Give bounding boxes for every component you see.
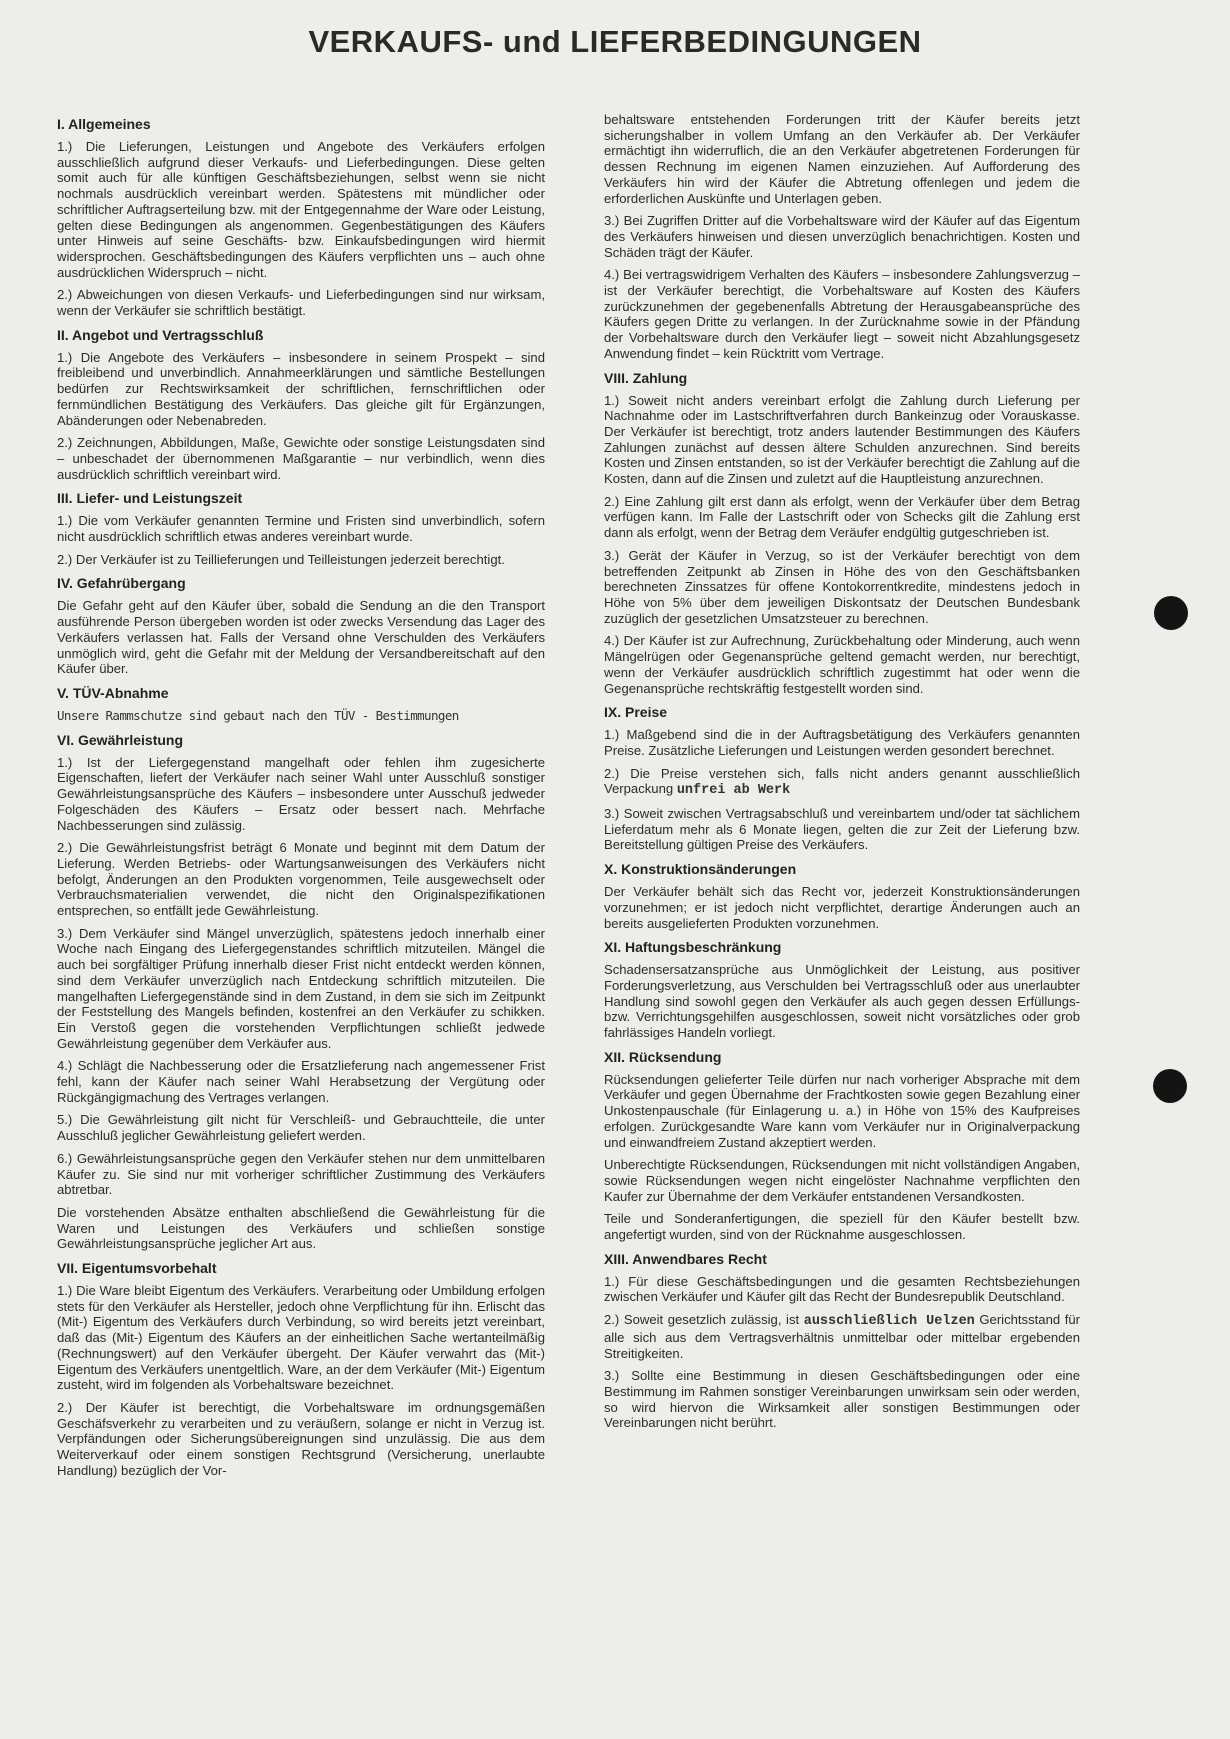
section-heading: XIII. Anwendbares Recht <box>604 1250 767 1267</box>
paragraph-text: 2.) Die Preise verstehen sich, falls nicht anders genannt ausschließlich Verpackung <box>604 765 1080 797</box>
paragraph: 5.) Die Gewährleistung gilt nicht für Verschleiß- und Gebrauchtteile, die unter Ausschluß jeglicher Gewährleistung geliefert werden. <box>57 1112 545 1144</box>
paragraph: 6.) Gewährleistungsansprüche gegen den Verkäufer stehen nur dem unmittelbaren Käufer zu. Sie sind nur mit vorheriger schriftlicher Zustimmung des Verkäufers abtretbar. <box>57 1150 545 1198</box>
section-preise <box>604 704 1080 853</box>
paragraph: 4.) Bei vertragswidrigem Verhalten des Käufers – insbesondere Zahlungsverzug – ist der Verkäufer berechtigt, die Vorbehaltsware auf Kosten des Käufers zurückzunehmen der gegebenenfalls Abtretung der Herausgabeansprüche des Käufers gegen Dritte zu verlangen. In der Zurücknahme sowie in der Pfändung der Vorbehaltsware durch den Verkäufer liegt – soweit nicht Abzahlungsgesetz Anwendung findet – kein Rücktritt vom Vertrage. <box>604 267 1080 361</box>
paragraph: 4.) Der Käufer ist zur Aufrechnung, Zurückbehaltung oder Minderung, auch wenn Mängelrügen oder Gegenansprüche geltend gemacht werden, nur berechtigt, wenn der Verkäufer ausdrücklich schriftlich zugestimmt hat oder wenn die Gegenansprüche rechtskräftig festgestellt worden sind. <box>604 633 1080 696</box>
section-heading: III. Liefer- und Leistungszeit <box>57 490 243 507</box>
section-eigentumsvorbehalt <box>57 1260 545 1478</box>
punch-hole-icon <box>1154 596 1188 630</box>
left-column <box>57 116 545 1487</box>
paragraph: 1.) Die Ware bleibt Eigentum des Verkäufers. Verarbeitung oder Umbildung erfolgen stets für den Verkäufer als Hersteller, jedoch ohne Verpflichtung für ihn. Erlischt das (Mit-) Eigentum des Verkäufers durch Verbindung, so wird bereits jetzt vereinbart, daß das (Mit-) Eigentum des Käufers an der einheitlichen Sache wertanteilmäßig (Rechnungswert) auf den Verkäufer übergeht. Der Käufer verwahrt das (Mit-) Eigentum des Verkäufers unentgeltlich. Ware, an der dem Verkäufer (Mit-) Eigentum zusteht, wird im folgenden als Vorbehaltsware bezeichnet. <box>57 1283 545 1393</box>
section-heading: VIII. Zahlung <box>604 369 688 386</box>
paragraph: 3.) Soweit zwischen Vertragsabschluß und vereinbartem und/oder tat sächlichem Lieferdatum mehr als 6 Monate liegen, gelten die zur Zeit der Lieferung bzw. Bereitstellung gültigen Preise des Verkäufers. <box>604 806 1080 853</box>
paragraph: Die vorstehenden Absätze enthalten abschließend die Gewährleistung für die Waren und Leistungen des Verkäufers und schließen sonstige Gewährleistungsansprüche jeglicher Art aus. <box>57 1204 545 1252</box>
paragraph: 1.) Maßgebend sind die in der Auftragsbetätigung des Verkäufers genannten Preise. Zusätzliche Lieferungen und Leistungen werden gesondert berechnet. <box>604 727 1080 758</box>
section-heading: IV. Gefahrübergang <box>57 575 186 592</box>
section-haftungsbeschraenkung <box>604 939 1080 1041</box>
section-heading: IX. Preise <box>604 704 668 721</box>
paragraph: Die Gefahr geht auf den Käufer über, sobald die Sendung an die den Transport ausführende Person übergeben worden ist oder zwecks Versendung das Lager des Verkäufers verlassen hat. Falls der Versand ohne Verschulden des Verkäufers unmöglich wird, geht die Gefahr mit der Meldung der Versandbereitschaft auf den Käufer über. <box>57 598 545 677</box>
section-heading: I. Allgemeines <box>57 116 151 132</box>
section-heading: II. Angebot und Vertragsschluß <box>57 326 264 343</box>
section-anwendbares-recht <box>604 1251 1080 1431</box>
section-ruecksendung <box>604 1049 1080 1243</box>
paragraph: 2.) Zeichnungen, Abbildungen, Maße, Gewichte oder sonstige Leistungsdaten sind – unbeschadet der übernommenen Maßgarantie – nur verbindlich, wenn dies ausdrücklich schriftlich vereinbart wird. <box>57 435 545 482</box>
section-heading: VI. Gewährleistung <box>57 731 184 748</box>
paragraph: 1.) Ist der Liefergegenstand mangelhaft oder fehlen ihm zugesicherte Eigenschaften, liefert der Verkäufer nach seiner Wahl unter Ausschluß sonstiger Gewährleistungsansprüche des Käufers – insbesondere unter Ausschuß jedweder Folgeschäden des Käufers – Ersatz oder bessert nach. Mehrfache Nachbesserungen sind zulässig. <box>57 754 545 833</box>
paragraph: behaltsware entstehenden Forderungen tritt der Käufer bereits jetzt sicherungshalber in vollem Umfang an den Verkäufer ab. Der Verkäufer ermächtigt ihn widerruflich, die an den Verkäufer abgetretenen Forderungen für dessen Rechnung im eigenen Namen einzuziehen. Auf Aufforderung des Verkäufers hin wird der Käufer die Abtretung offenlegen und jedem die erforderlichen Auskünfte und Unterlagen geben. <box>604 112 1080 206</box>
paragraph: 1.) Die vom Verkäufer genannten Termine und Fristen sind unverbindlich, sofern nicht ausdrücklich schriftlich etwas anderes vereinbart wurde. <box>57 513 545 545</box>
section-gewaehrleistung <box>57 732 545 1252</box>
section-angebot <box>57 327 545 483</box>
paragraph-text: Gerichtsstand für alle sich aus dem Vertragsverhältnis unmittelbar oder mittelbar ergebenden Streitigkeiten. <box>604 1312 1080 1361</box>
document-title: VERKAUFS- und LIEFERBEDINGUNGEN <box>308 24 922 59</box>
section-allgemeines <box>57 116 545 319</box>
section-gefahruebergang <box>57 575 545 677</box>
paragraph: Der Verkäufer behält sich das Recht vor, jederzeit Konstruktionsänderungen vorzunehmen; er ist jedoch nicht verpflichtet, derartige Änderungen auch an bereits ausgelieferten Produkten vorzunehmen. <box>604 884 1080 931</box>
section-heading: XII. Rücksendung <box>604 1048 722 1065</box>
paragraph: 2.) Der Verkäufer ist zu Teillieferungen und Teilleistungen jederzeit berechtigt. <box>57 551 505 567</box>
section-heading: VII. Eigentumsvorbehalt <box>57 1260 217 1277</box>
paragraph: Unberechtigte Rücksendungen, Rücksendungen mit nicht vollständigen Angaben, sowie Rücksendungen wegen nicht eingelöster Nachnahme verpflichten den Kaufer zur Übernahme der dem Verkäufer entstandenen Versandkosten. <box>604 1157 1080 1204</box>
section-tuev-abnahme <box>57 685 545 724</box>
section-lieferzeit <box>57 490 545 567</box>
paragraph: 3.) Dem Verkäufer sind Mängel unverzüglich, spätestens jedoch innerhalb einer Woche nach Eingang des Liefergegenstandes schriftlich mitzuteilen. Mängel die auch bei sorgfältiger Prüfung innerhalb dieser Frist nicht entdeckt werden können, sind dem Verkäufer unverzüglich nach Entdeckung schriftlich mitzuteilen. Die mangelhaften Liefergegenstände sind in dem Zustand, in dem sie sich im Zeitpunkt der Feststellung des Mangels befinden, kostenfrei an den Verkäufer zu schikken. Ein Verstoß gegen die vorstehenden Verpflichtungen schließt jedwede Gewährleistung gegenüber dem Verkäufer aus. <box>57 925 545 1051</box>
paragraph: Rücksendungen gelieferter Teile dürfen nur nach vorheriger Absprache mit dem Verkäufer und gegen Übernahme der Frachtkosten sowie gegen Bezahlung einer Unkostenpauschale (für Einlagerung u. a.) in Höhe von 15% des Kaufpreises erfolgen. Zurückgesandte Ware kann vom Verkäufer nur in Originalverpackung und einwandfreiem Zustand akzeptiert werden. <box>604 1071 1080 1150</box>
paragraph: 1.) Die Lieferungen, Leistungen und Angebote des Verkäufers erfolgen ausschließlich aufgrund dieser Verkaufs- und Lieferbedingungen. Diese gelten somit auch für alle künftigen Geschäftsbeziehungen, selbst wenn sie nicht nochmals ausdrücklich vereinbart werden. Spätestens mit mündlicher oder schriftlicher Auftragserteilung bzw. mit der Entgegennahme der Ware oder Leistung, gelten diese Bedingungen als angenommen. Gegenbestätigungen des Käufers unter Hinweis auf seine Geschäfts- bzw. Einkaufsbedingungen wird hiermit widersprochen. Geschäftsbedingungen des Käufers verpflichten uns – auch ohne ausdrücklichen Widerspruch – nicht. <box>57 139 545 280</box>
section-heading: XI. Haftungsbeschränkung <box>604 939 782 956</box>
paragraph <box>604 1312 1080 1361</box>
paragraph: 2.) Der Käufer ist berechtigt, die Vorbehaltsware im ordnungsgemäßen Geschäfsverkehr zu verarbeiten und zu veräußern, solange er nicht in Verzug ist. Verpfändungen oder Sicherungsübereignungen sind unzulässig. Die aus dem Weiterverkauf oder einem sonstigen Rechtsgrund (Versicherung, unerlaubte Handlung) bezüglich der Vor- <box>57 1400 545 1478</box>
paragraph: Schadensersatzansprüche aus Unmöglichkeit der Leistung, aus positiver Forderungsverletzung, aus Verschulden bei Vertragsschluß oder aus unerlaubter Handlung sind sowohl gegen den Verkäufer als auch gegen dessen Erfüllungs- bzw. Verrichtungsgehilfen ausgeschlossen, soweit nicht vorsätzliches oder grob fahrlässiges Handeln vorliegt. <box>604 962 1080 1041</box>
typed-insert: ausschließlich Uelzen <box>803 1314 975 1330</box>
paragraph: 2.) Eine Zahlung gilt erst dann als erfolgt, wenn der Verkäufer über dem Betrag verfügen kann. Im Falle der Lastschrift oder von Schecks gilt die Zahlung erst dann als erfolgt, wenn der Betrag dem Veräufer endgültig gutgeschrieben ist. <box>604 493 1080 541</box>
paragraph: 3.) Gerät der Käufer in Verzug, so ist der Verkäufer berechtigt von dem betreffenden Zeitpunkt ab Zinsen in Höhe des von den Geschäftsbanken berechneten Zinssatzes für offene Kontokorrentkredite, mindestens jedoch in Höhe von 5% über dem jeweiligen Diskontsatz der Deutschen Bundesbank zuzüglich der gesetzlichen Umsatzsteuer zu berechnen. <box>604 547 1080 626</box>
paragraph: 4.) Schlägt die Nachbesserung oder die Ersatzlieferung nach angemessener Frist fehl, kann der Käufer nach seiner Wahl Herabsetzung der Vergütung oder Rückgängigmachung des Vertrages verlangen. <box>57 1058 545 1105</box>
paragraph: Teile und Sonderanfertigungen, die speziell für den Käufer bestellt bzw. angefertigt wurden, sind von der Rücknahme ausgeschlossen. <box>604 1211 1080 1243</box>
typed-insert: Unsere Rammschutze sind gebaut nach den TÜV - Bestimmungen <box>57 707 459 723</box>
section-heading: V. TÜV-Abnahme <box>57 684 169 701</box>
paragraph <box>604 766 1080 799</box>
section-zahlung <box>604 370 1080 697</box>
typed-insert: unfrei ab Werk <box>676 783 791 799</box>
paragraph: 1.) Für diese Geschäftsbedingungen und die gesamten Rechtsbeziehungen zwischen Verkäufer und Käufer gilt das Recht der Bundesrepublik Deutschland. <box>604 1273 1080 1305</box>
section-eigentumsvorbehalt-cont <box>604 112 1080 362</box>
paragraph: 3.) Sollte eine Bestimmung in diesen Geschäftsbedingungen oder eine Bestimmung im Rahmen sonstiger Vereinbarungen unwirksam sein oder werden, so wird hiervon die Wirksamkeit aller sonstigen Bestimmungen oder Vereinbarungen nicht berührt. <box>604 1368 1080 1431</box>
punch-hole-icon <box>1153 1069 1187 1103</box>
paragraph: 2.) Abweichungen von diesen Verkaufs- und Lieferbedingungen sind nur wirksam, wenn der Verkäufer sie schriftlich bestätigt. <box>57 287 545 319</box>
section-heading: X. Konstruktionsänderungen <box>604 861 797 878</box>
paragraph: 1.) Die Angebote des Verkäufers – insbesondere in seinem Prospekt – sind freibleibend und unverbindlich. Annahmeerklärungen und sämtliche Bestellungen bedürfen zur Rechtswirksamkeit der schriftlichen, fernschriftlichen oder fernmündlichen Bestätigung des Verkäufers. Das gleiche gilt für Ergänzungen, Abänderungen oder Nebenabreden. <box>57 349 545 428</box>
paragraph: 1.) Soweit nicht anders vereinbart erfolgt die Zahlung durch Lieferung per Nachnahme oder im Lastschriftverfahren durch Bankeinzug oder Vorauskasse. Der Verkäufer ist berechtigt, trotz anders lautender Bestimmungen des Käufers Zahlungen zunächst auf dessen ältere Schulden anzurechnen. Sind bereits Kosten und Zinsen entstanden, so ist der Verkäufer berechtigt die Zahlung auf die Kosten, dann auf die Zinsen und zuletzt auf die Hauptleistung anzurechnen. <box>604 392 1080 487</box>
right-column <box>604 112 1080 1439</box>
paragraph: 2.) Die Gewährleistungsfrist beträgt 6 Monate und beginnt mit dem Datum der Lieferung. Werden Betriebs- oder Wartungsanweisungen des Verkäufers nicht befolgt, Änderungen an den Produkten vorgenommen, Teile ausgewechselt oder Verbrauchsmaterialien verwendet, die nicht den Originalspezifikationen entsprechen, so entfällt jede Gewährleistung. <box>57 840 545 919</box>
paragraph-text: 2.) Soweit gesetzlich zulässig, ist <box>604 1312 800 1328</box>
paragraph: 3.) Bei Zugriffen Dritter auf die Vorbehaltsware wird der Käufer auf das Eigentum des Verkäufers hinweisen und diesen unverzüglich benachrichtigen. Kosten und Schäden trägt der Käufer. <box>604 213 1080 260</box>
section-konstruktionsaenderungen <box>604 861 1080 931</box>
